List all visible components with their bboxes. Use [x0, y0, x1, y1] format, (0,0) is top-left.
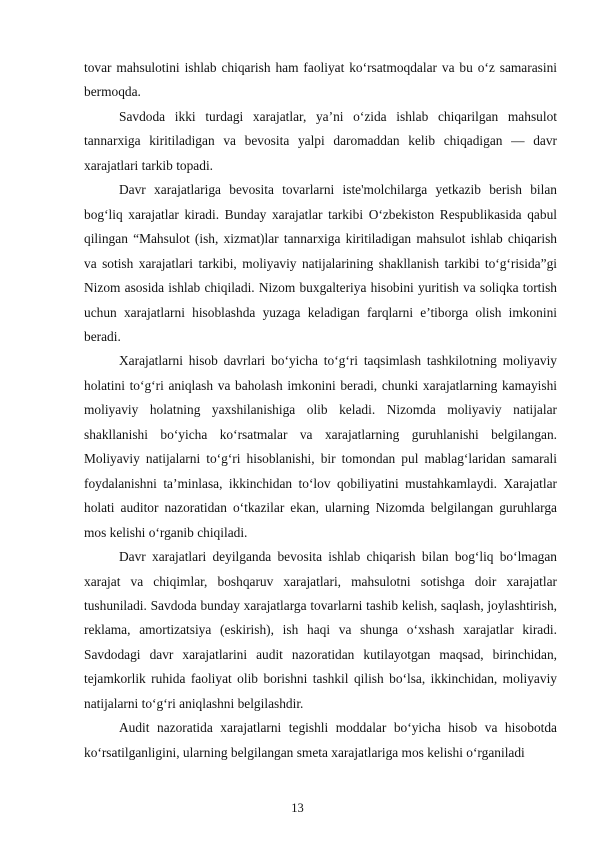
paragraph-audit-nazoratida: Audit nazoratida xarajatlarni tegishli moddalar bo‘yicha hisob va hisobotda ko‘rsatilganligini, ularning belgilangan smeta xarajatlariga mos kelishi o‘rganiladi	[84, 720, 557, 760]
paragraph-davr-xarajatlari-deyilganda: Davr xarajatlari deyilganda bevosita ishlab chiqarish bilan bog‘liq bo‘lmagan xarajat va chiqimlar, boshqaruv xarajatlari, mahsulotni sotishga doir xarajatlar tushuniladi. Savdoda bunday xarajatlarga tovarlarni tashib kelish, saqlash, joylashtirish, reklama, amortizatsiya (eskirish), ish haqi va shunga o‘xshash xarajatlar kiradi. Savdodagi davr xarajatlarini audit nazoratidan kutilayotgan maqsad, birinchidan, tejamkorlik ruhida faoliyat olib borishni tashkil qilish bo‘lsa, ikkinchidan, moliyaviy natijalarni to‘g‘ri aniqlashni belgilashdir.	[84, 549, 557, 711]
page-number: 13	[291, 801, 304, 815]
paragraph-savdoda-xarajatlar: Savdoda ikki turdagi xarajatlar, ya’ni o‘zida ishlab chiqarilgan mahsulot tannarxiga kiritiladigan va bevosita yalpi daromaddan kelib chiqadigan — davr xarajatlari tarkib topadi.	[84, 108, 557, 173]
paragraph-davr-xarajatlariga: Davr xarajatlariga bevosita tovarlarni iste'molchilarga yetkazib berish bilan bog‘liq xarajatlar kiradi. Bunday xarajatlar tarkibi O‘zbekiston Respublikasida qabul qilingan “Mahsulot (ish, xizmat)lar tannarxiga kiritiladigan mahsulot ishlab chiqarish va sotish xarajatlari tarkibi, moliyaviy natijalarining shakllanish tarkibi to‘g‘risida”gi Nizom asosida ishlab chiqiladi. Nizom buxgalteriya hisobini yuritish va soliqka tortish uchun xarajatlarni hisoblashda yuzaga keladigan farqlarni e’tiborga olish imkonini beradi.	[84, 182, 557, 344]
body-text	[84, 56, 557, 765]
paragraph-xarajatlarni-taqsimlash: Xarajatlarni hisob davrlari bo‘yicha to‘g‘ri taqsimlash tashkilotning moliyaviy holatini to‘g‘ri aniqlash va baholash imkonini beradi, chunki xarajatlarning kamayishi moliyaviy holatning yaxshilanishiga olib keladi. Nizomda moliyaviy natijalar shakllanishi bo‘yicha ko‘rsatmalar va xarajatlarning guruhlanishi belgilangan. Moliyaviy natijalarni to‘g‘ri hisoblanishi, bir tomondan pul mablag‘laridan samarali foydalanishni ta’minlasa, ikkinchidan to‘lov qobiliyatini mustahkamlaydi. Xarajatlar holati auditor nazoratidan o‘tkazilar ekan, ularning Nizomda belgilangan guruhlarga mos kelishi o‘rganib chiqiladi.	[84, 353, 557, 540]
paragraph-continuation: tovar mahsulotini ishlab chiqarish ham faoliyat ko‘rsatmoqdalar va bu o‘z samarasini bermoqda.	[84, 60, 557, 100]
